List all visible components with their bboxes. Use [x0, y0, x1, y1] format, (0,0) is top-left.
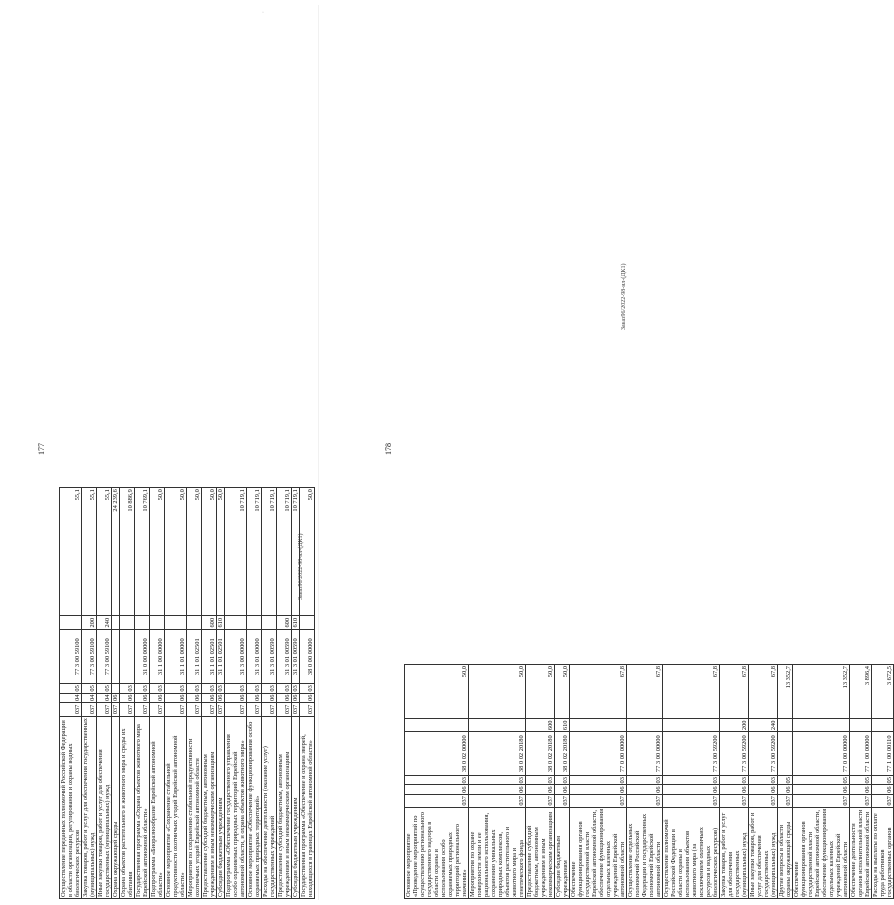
row-section-code: 06 — [120, 693, 135, 702]
row-ministry-code: 037 — [405, 794, 469, 807]
row-section-code: 06 — [135, 693, 150, 702]
row-ministry-code: 037 — [555, 794, 570, 807]
row-target-article-code: 31 1 01 02501 — [217, 630, 225, 684]
row-section-code: 06 — [262, 693, 277, 702]
row-target-article-code — [778, 732, 793, 776]
row-target-article-code — [112, 630, 120, 684]
table-row — [277, 488, 292, 899]
row-ministry-code: 037 — [570, 794, 627, 807]
left-page-table-wrap — [59, 487, 315, 899]
row-section-code: 06 — [150, 693, 165, 702]
scan-mark: · — [262, 10, 264, 16]
row-expense-type-code: 610 — [217, 616, 225, 630]
row-amount: 50,0 — [555, 665, 570, 719]
row-subsection-code: 03 — [202, 684, 217, 693]
row-expense-type-code — [262, 616, 277, 630]
left-page-table — [59, 487, 315, 899]
row-amount: 67,8 — [627, 665, 663, 719]
row-amount: 67,8 — [570, 665, 627, 719]
table-row — [405, 665, 469, 899]
table-row — [292, 488, 300, 899]
row-subsection-code: 03 — [217, 685, 224, 692]
row-subsection-code: 05 — [778, 776, 793, 785]
row-description: Субсидии бюджетным учреждениям — [555, 807, 570, 898]
row-subsection-code: 05 — [850, 776, 872, 785]
row-expense-type-code — [570, 719, 627, 732]
left-page-number: 177 — [37, 443, 46, 455]
row-description: Субсидии бюджетным учреждениям — [217, 717, 225, 899]
row-description: Обеспечение функционирования органов государственной власти Еврейской автономной области, обеспечение функционирования отдельных казенных учреждений Еврейской автономной области — [793, 808, 849, 897]
row-section-code: 06 — [778, 785, 793, 794]
row-ministry-code: 037 — [262, 703, 277, 717]
table-row — [225, 488, 247, 899]
table-row — [217, 488, 225, 899]
row-subsection-code: 03 — [225, 684, 247, 693]
row-expense-type-code: 240 — [749, 719, 778, 732]
row-description: Мероприятия по сохранению стабильной продуктивности охотничьих угодий Еврейской автономной области — [187, 717, 202, 899]
row-expense-type-code — [405, 719, 469, 732]
row-ministry-code: 037 — [277, 703, 292, 717]
row-description: Обеспечение деятельности органов исполнительной власти Еврейской автономной области — [850, 807, 872, 898]
row-target-article-code: 77 1 00 00110 — [872, 732, 894, 776]
row-subsection-code: 03 — [262, 684, 277, 693]
row-ministry-code: 037 — [135, 703, 150, 717]
row-amount: 24 239,6 — [112, 488, 120, 616]
row-ministry-code: 037 — [217, 703, 225, 717]
row-ministry-code: 037 — [300, 703, 315, 717]
row-target-article-code: 77 1 00 00000 — [850, 732, 872, 776]
table-row — [778, 665, 793, 899]
row-target-article-code: 77 0 00 00000 — [793, 732, 850, 776]
row-ministry-code: 037 — [202, 703, 217, 717]
row-ministry-code: 037 — [469, 794, 526, 807]
row-amount: 55,1 — [60, 488, 82, 616]
row-section-code: 06 — [112, 694, 119, 701]
row-description: Государственная программа «Обеспечение и охрана зверей, находящихся в границах Еврейской автономной области» — [300, 717, 315, 899]
row-expense-type-code — [120, 616, 135, 630]
row-target-article-code: 31 1 01 02501 — [202, 630, 217, 684]
table-row — [663, 665, 720, 899]
row-expense-type-code — [150, 616, 165, 630]
row-subsection-code: 05 — [793, 776, 850, 785]
row-target-article-code: 77 3 00 59200 — [663, 732, 720, 776]
row-subsection-code: 03 — [663, 776, 720, 785]
row-expense-type-code — [872, 719, 894, 732]
table-row — [555, 665, 570, 899]
row-section-code: 06 — [300, 693, 315, 702]
row-section-code: 06 — [405, 785, 469, 794]
row-target-article-code: 38 0 02 00000 — [405, 732, 469, 776]
row-section-code: 04 — [82, 693, 97, 702]
row-amount: 67,8 — [720, 665, 749, 719]
row-ministry-code: 037 — [749, 794, 778, 807]
row-section-code: 06 — [570, 785, 627, 794]
row-subsection-code — [112, 684, 120, 693]
row-description: Расходы на выплаты по оплате труда работников государственных органов — [872, 807, 894, 898]
row-subsection-code: 03 — [165, 684, 187, 693]
row-ministry-code: 037 — [165, 703, 187, 717]
row-amount: 13 352,7 — [793, 665, 850, 719]
table-row — [135, 488, 150, 899]
row-expense-type-code — [627, 719, 663, 732]
row-ministry-code: 037 — [60, 703, 82, 717]
row-expense-type-code: 200 — [82, 616, 97, 630]
row-ministry-code: 037 — [292, 703, 300, 717]
row-description: Предоставление субсидий бюджетным, автономным учреждениям и иным некоммерческим организациям — [526, 807, 555, 898]
row-section-code: 06 — [277, 693, 292, 702]
table-row — [120, 488, 135, 899]
row-description: Предоставление субсидий бюджетным, автономным учреждениям и иным некоммерческим организациям — [202, 717, 217, 899]
row-target-article-code: 31 1 01 02501 — [187, 630, 202, 684]
row-description: Субсидии бюджетным учреждениям — [292, 717, 300, 899]
row-description: Государственная программа «Охрана объектов животного мира Еврейской автономной области» — [135, 717, 150, 899]
table-row — [793, 665, 850, 899]
row-amount: 10 719,1 — [262, 488, 277, 616]
table-row — [627, 665, 663, 899]
row-section-code: 06 — [850, 785, 872, 794]
row-section-code: 06 — [720, 785, 749, 794]
table-row — [187, 488, 202, 899]
row-ministry-code: 037 — [82, 703, 97, 717]
row-target-article-code: 77 0 00 00000 — [570, 732, 627, 776]
row-section-code: 06 — [165, 693, 187, 702]
row-section-code: 04 — [97, 693, 112, 702]
row-target-article-code: 38 0 00 00000 — [300, 630, 315, 684]
page-spine — [318, 5, 319, 900]
table-row — [300, 488, 315, 899]
row-target-article-code: 31 3 00 00000 — [225, 630, 247, 684]
row-description: Охрана окружающей среды — [112, 717, 120, 899]
row-amount: 10 719,1 — [225, 488, 247, 616]
row-expense-type-code: 600 — [526, 719, 555, 732]
row-amount: 55,1 — [97, 488, 112, 616]
row-target-article-code: 77 3 00 59200 — [749, 732, 778, 776]
row-description: Расходы на обеспечение деятельности (оказание услуг) государственных учреждений — [262, 717, 277, 899]
row-subsection-code: 03 — [120, 684, 135, 693]
row-ministry-code: 037 — [720, 794, 749, 807]
row-section-code: 06 — [663, 785, 720, 794]
row-target-article-code — [120, 630, 135, 684]
row-expense-type-code — [778, 719, 793, 732]
row-expense-type-code — [793, 719, 850, 732]
table-row — [872, 665, 894, 899]
row-section-code: 04 — [60, 693, 82, 702]
table-row — [570, 665, 627, 899]
row-expense-type-code: 240 — [97, 616, 112, 630]
table-row — [202, 488, 217, 899]
table-row — [82, 488, 97, 899]
row-subsection-code: 03 — [292, 685, 299, 692]
row-target-article-code: 31 3 01 00000 — [247, 630, 262, 684]
row-description: Подпрограмма «Обеспечение государственного управления особо охраняемых природных территорий Еврейской автономной области, и охрана объектов животного мира» — [225, 717, 247, 899]
row-amount: 3 896,4 — [850, 665, 872, 719]
row-description: Иные закупки товаров, работ и услуг для обеспечения государственных (муниципальных) нужд — [749, 807, 778, 898]
row-description: Осуществление полномочий Российской Федерации в области охраны и использования объектов животного мира (за исключением охотничьих ресурсов и водных биологических ресурсов) — [663, 807, 720, 898]
row-subsection-code: 03 — [300, 684, 315, 693]
row-amount: 50,0 — [300, 488, 315, 616]
row-amount: 50,0 — [202, 488, 217, 616]
table-row — [526, 665, 555, 899]
row-section-code: 06 — [225, 693, 247, 702]
row-target-article-code: 77 3 00 59200 — [720, 732, 749, 776]
row-amount: 3 672,5 — [872, 665, 894, 719]
right-page-table — [404, 664, 894, 899]
row-section-code: 06 — [749, 785, 778, 794]
row-subsection-code: 03 — [405, 776, 469, 785]
table-row — [850, 665, 872, 899]
row-subsection-code: 05 — [60, 684, 82, 693]
table-row — [749, 665, 778, 899]
table-row — [112, 488, 120, 899]
row-amount: 10 769,1 — [135, 488, 150, 616]
row-expense-type-code: 600 — [277, 616, 292, 630]
table-row — [60, 488, 82, 899]
row-subsection-code: 03 — [469, 776, 526, 785]
right-page-number: 178 — [384, 443, 393, 455]
row-ministry-code: 037 — [225, 703, 247, 717]
row-ministry-code: 037 — [627, 794, 663, 807]
row-subsection-code: 03 — [150, 684, 165, 693]
table-row — [97, 488, 112, 899]
row-amount: 50,0 — [217, 488, 225, 616]
row-amount: 50,0 — [469, 665, 526, 719]
row-subsection-code: 03 — [277, 684, 292, 693]
row-ministry-code: 037 — [526, 794, 555, 807]
row-section-code: 06 — [292, 694, 299, 701]
row-subsection-code: 05 — [872, 776, 894, 785]
row-amount: 50,0 — [405, 665, 469, 719]
row-section-code: 06 — [872, 785, 894, 794]
left-page-stamp: Заказ96/2022-98-ил-(ДК1) — [298, 533, 304, 600]
row-expense-type-code — [300, 616, 315, 630]
row-section-code: 06 — [217, 694, 224, 701]
row-description: Осуществление отдельных полномочий Российской Федерации и государственных полномочий Еврейской автономной области — [627, 807, 663, 898]
row-expense-type-code — [469, 719, 526, 732]
row-subsection-code: 03 — [555, 776, 570, 785]
row-target-article-code: 38 0 02 20180 — [469, 732, 526, 776]
row-amount: 50,0 — [150, 488, 165, 616]
row-subsection-code: 03 — [627, 776, 663, 785]
table-row — [262, 488, 277, 899]
row-target-article-code: 31 3 01 00590 — [277, 630, 292, 684]
row-ministry-code: 037 — [120, 703, 135, 717]
row-section-code: 06 — [627, 785, 663, 794]
row-expense-type-code: 200 — [720, 719, 749, 732]
row-ministry-code: 037 — [663, 794, 720, 807]
row-expense-type-code — [850, 719, 872, 732]
table-row — [247, 488, 262, 899]
row-description: Обеспечение функционирования органов государственной власти Еврейской автономной области, обеспечение функционирования отдельных казенных учреждений Еврейской автономной области — [570, 808, 626, 897]
row-description: Закупка товаров, работ и услуг для обеспечения государственных (муниципальных) нужд — [82, 718, 96, 897]
row-subsection-code: 03 — [720, 776, 749, 785]
row-target-article-code: 77 3 00 59100 — [82, 630, 97, 684]
row-expense-type-code — [187, 616, 202, 630]
row-expense-type-code: 610 — [292, 616, 300, 630]
row-section-code: 06 — [793, 785, 850, 794]
row-amount: 13 352,7 — [778, 665, 793, 719]
row-amount: 50,0 — [165, 488, 187, 616]
row-ministry-code: 037 — [187, 703, 202, 717]
row-description: Осуществление переданных полномочий Российской Федерации в области организации, регулирования и охраны водных биологических ресурсов — [60, 717, 82, 899]
row-target-article-code: 31 1 01 00000 — [165, 630, 187, 684]
row-amount: 10 719,1 — [277, 488, 292, 616]
row-description: Иные закупки товаров, работ и услуг для обеспечения государственных (муниципальных) нужд — [97, 717, 112, 899]
row-description: Основное мероприятие «Сохранение стабильной продуктивности охотничьих угодий Еврейской автономной области» — [165, 717, 187, 899]
right-page-table-wrap — [404, 664, 894, 899]
row-subsection-code: 03 — [187, 684, 202, 693]
row-ministry-code: 037 — [247, 703, 262, 717]
table-row — [720, 665, 749, 899]
row-description: Основное мероприятие «Проведение мероприятий по осуществлению регионального государственного надзора в области охраны и использования особо охраняемых природных территорий регионального значения» — [405, 807, 469, 898]
row-ministry-code: 037 — [778, 794, 793, 807]
row-section-code: 06 — [247, 693, 262, 702]
row-target-article-code: 38 0 02 20180 — [555, 732, 570, 776]
row-subsection-code: 03 — [247, 684, 262, 693]
row-amount: 55,1 — [82, 488, 97, 616]
row-description: Закупка товаров, работ и услуг для обеспечения государственных (муниципальных) нужд — [720, 807, 749, 898]
row-ministry-code: 037 — [793, 794, 850, 807]
row-subsection-code: 05 — [82, 684, 97, 693]
row-target-article-code: 31 0 00 00000 — [135, 630, 150, 684]
row-amount: 50,0 — [187, 488, 202, 616]
row-section-code: 06 — [555, 785, 570, 794]
row-target-article-code: 31 3 01 00590 — [292, 630, 300, 684]
row-expense-type-code — [663, 719, 720, 732]
row-expense-type-code: 600 — [202, 616, 217, 630]
row-ministry-code: 037 — [150, 703, 165, 717]
row-target-article-code: 31 1 00 00000 — [150, 630, 165, 684]
row-ministry-code: 037 — [112, 703, 120, 717]
row-section-code: 06 — [202, 693, 217, 702]
row-ministry-code: 037 — [850, 794, 872, 807]
row-target-article-code: 38 0 02 20180 — [526, 732, 555, 776]
row-ministry-code: 037 — [97, 703, 112, 717]
row-expense-type-code: 610 — [555, 719, 570, 732]
row-amount: 67,8 — [663, 665, 720, 719]
row-subsection-code: 03 — [135, 684, 150, 693]
row-description: Другие вопросы в области охраны окружающей среды — [778, 807, 793, 898]
row-description: Охрана объектов растительного и животного мира и среды их обитания — [120, 717, 135, 899]
row-amount: 10 886,9 — [120, 488, 135, 616]
right-page-stamp: Заказ96/2022-98-ил-(ДК1) — [621, 263, 627, 330]
row-expense-type-code — [165, 616, 187, 630]
row-expense-type-code — [135, 616, 150, 630]
row-target-article-code: 77 3 00 59100 — [60, 630, 82, 684]
row-target-article-code: 31 3 01 00590 — [262, 630, 277, 684]
row-amount: 10 719,1 — [247, 488, 262, 616]
table-row — [165, 488, 187, 899]
row-expense-type-code — [112, 616, 120, 630]
row-target-article-code: 77 3 00 00000 — [627, 732, 663, 776]
table-row — [469, 665, 526, 899]
row-subsection-code: 03 — [749, 776, 778, 785]
row-expense-type-code — [225, 616, 247, 630]
row-expense-type-code — [247, 616, 262, 630]
row-amount: 50,0 — [526, 665, 555, 719]
row-amount: 67,8 — [749, 665, 778, 719]
row-description: Мероприятия по охране поверхности земли и ее рационального использования, сохранению уникальных природных комплексов, объектов растительного и животного мира и генетического фонда — [469, 807, 526, 898]
row-amount: 10 719,1 — [292, 488, 300, 616]
table-row — [150, 488, 165, 899]
row-subsection-code: 03 — [570, 776, 627, 785]
row-subsection-code: 03 — [526, 776, 555, 785]
row-target-article-code: 77 3 00 59100 — [97, 630, 112, 684]
row-description: Подпрограмма «Биоразнообразие Еврейской автономной области» — [150, 717, 165, 899]
row-ministry-code: 037 — [872, 794, 894, 807]
row-section-code: 06 — [469, 785, 526, 794]
row-section-code: 06 — [526, 785, 555, 794]
row-description: Основное мероприятие «Обеспечение функционирования особо охраняемых природных территорий» — [247, 717, 262, 899]
row-subsection-code: 05 — [97, 684, 112, 693]
row-expense-type-code — [60, 616, 82, 630]
row-section-code: 06 — [187, 693, 202, 702]
row-description: Предоставление субсидий бюджетным, автономным учреждениям и иным некоммерческим организациям — [277, 717, 292, 899]
